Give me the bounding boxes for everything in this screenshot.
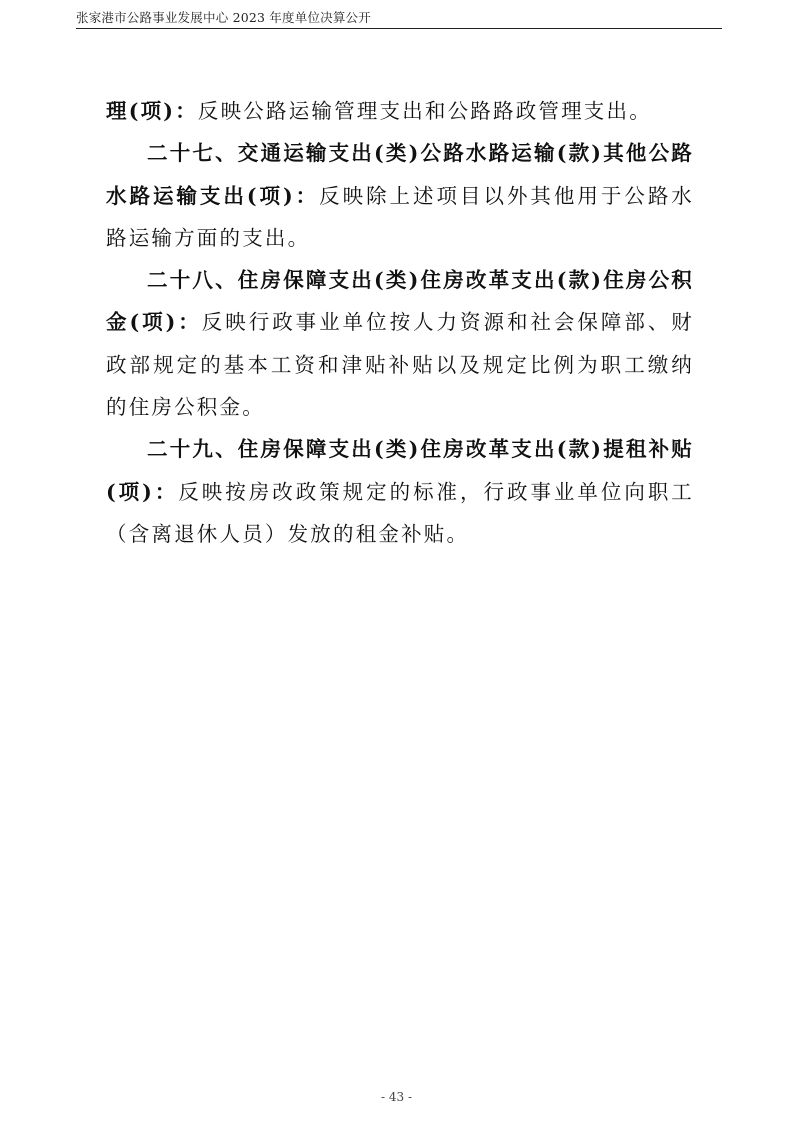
paragraph-text: 反映公路运输管理支出和公路路政管理支出。	[197, 99, 652, 123]
paragraph-heading: 理(项)：	[106, 99, 198, 123]
page-header	[76, 6, 722, 29]
header-title: 张家港市公路事业发展中心 2023 年度单位决算公开	[76, 10, 371, 25]
paragraph-item-29	[106, 428, 694, 555]
paragraph-item-28	[106, 259, 694, 428]
paragraph-text: 反映除上述项目以外其他用于公路水路运输方面的支出。	[106, 183, 694, 250]
paragraph-item-27	[106, 132, 694, 259]
paragraph-heading: 二十七、交通运输支出(类)公路水路运输(款)其他公路水路运输支出(项)：	[106, 141, 694, 208]
page-number: - 43 -	[380, 1090, 412, 1104]
paragraph-text: 反映按房改政策规定的标准，行政事业单位向职工（含离退休人员）发放的租金补贴。	[106, 479, 694, 546]
paragraph-heading: 二十九、住房保障支出(类)住房改革支出(款)提租补贴(项)：	[106, 437, 694, 504]
document-body	[106, 90, 694, 555]
paragraph-text: 反映行政事业单位按人力资源和社会保障部、财政部规定的基本工资和津贴补贴以及规定比例为职工缴纳的住房公积金。	[106, 310, 694, 420]
paragraph-heading: 二十八、住房保障支出(类)住房改革支出(款)住房公积金(项)：	[106, 268, 694, 335]
paragraph-item-26-continued	[106, 90, 694, 132]
